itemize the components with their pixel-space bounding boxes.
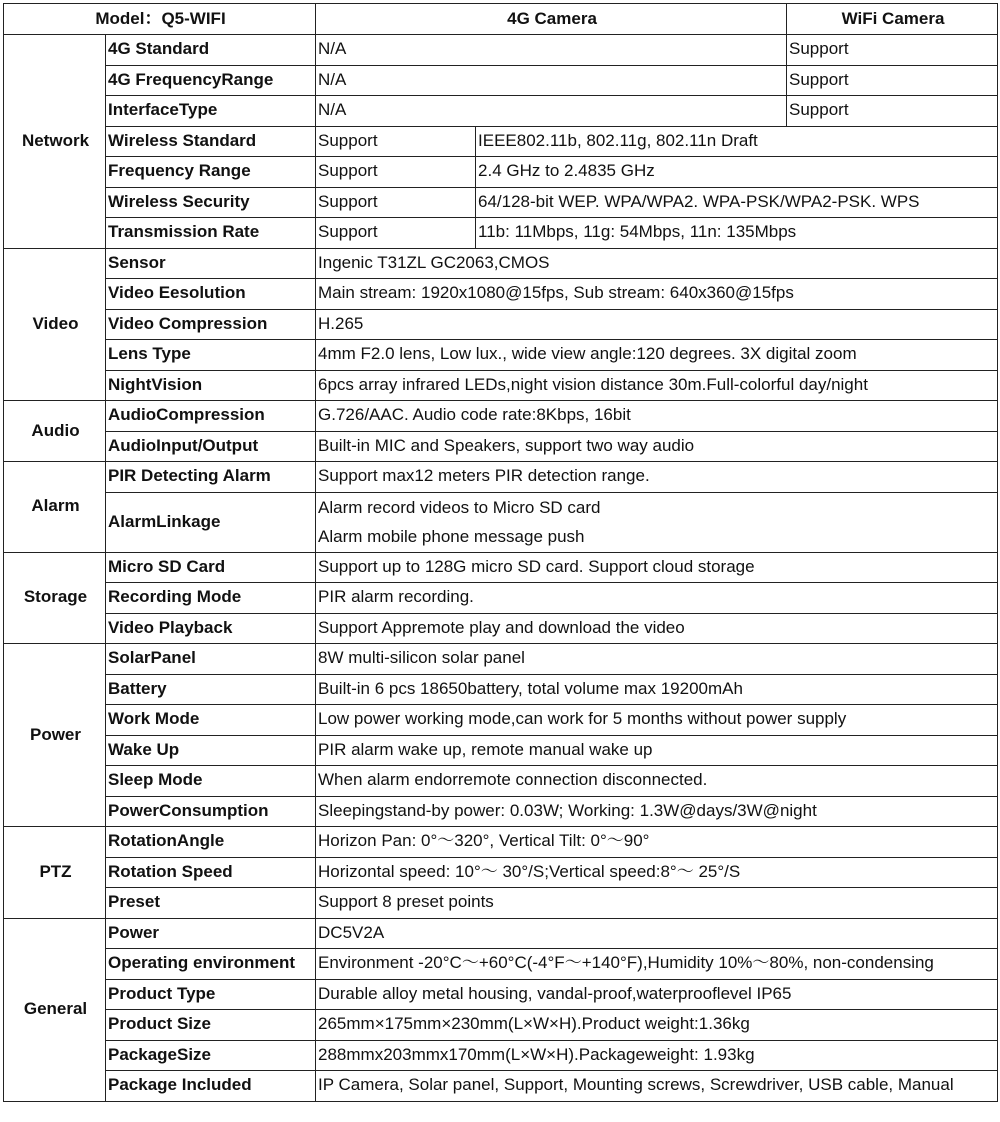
value-4g: N/A xyxy=(316,35,787,66)
value-cell: Main stream: 1920x1080@15fps, Sub stream: 640x360@15fps xyxy=(316,279,998,310)
value-cell: 6pcs array infrared LEDs,night vision distance 30m.Full-colorful day/night xyxy=(316,370,998,401)
value-cell: IP Camera, Solar panel, Support, Mounting screws, Screwdriver, USB cable, Manual xyxy=(316,1071,998,1102)
value-cell: PIR alarm wake up, remote manual wake up xyxy=(316,735,998,766)
table-row xyxy=(4,462,998,493)
category-alarm: Alarm xyxy=(4,462,106,553)
value-cell: G.726/AAC. Audio code rate:8Kbps, 16bit xyxy=(316,401,998,432)
item-label: Sensor xyxy=(106,248,316,279)
alarm-linkage-line: Alarm mobile phone message push xyxy=(318,527,585,546)
value-cell: IEEE802.11b, 802.11g, 802.11n Draft xyxy=(476,126,998,157)
value-wifi: Support xyxy=(787,96,998,127)
item-label: InterfaceType xyxy=(106,96,316,127)
item-label: Power xyxy=(106,918,316,949)
value-cell: DC5V2A xyxy=(316,918,998,949)
table-row xyxy=(4,827,998,858)
item-label: Sleep Mode xyxy=(106,766,316,797)
item-label: Frequency Range xyxy=(106,157,316,188)
item-label: NightVision xyxy=(106,370,316,401)
value-wifi: Support xyxy=(787,65,998,96)
model-cell: Model：Q5-WIFI xyxy=(4,4,316,35)
item-label: Battery xyxy=(106,674,316,705)
value-cell: Ingenic T31ZL GC2063,CMOS xyxy=(316,248,998,279)
category-video: Video xyxy=(4,248,106,401)
table-row xyxy=(4,644,998,675)
item-label: Recording Mode xyxy=(106,583,316,614)
item-label: 4G Standard xyxy=(106,35,316,66)
item-label: Video Playback xyxy=(106,613,316,644)
table-row xyxy=(4,35,998,66)
category-ptz: PTZ xyxy=(4,827,106,919)
value-cell: When alarm endorremote connection disconnected. xyxy=(316,766,998,797)
value-4g: N/A xyxy=(316,96,787,127)
table-row xyxy=(4,857,998,888)
spec-table xyxy=(3,3,998,1102)
table-row xyxy=(4,401,998,432)
item-label: Package Included xyxy=(106,1071,316,1102)
item-label: Rotation Speed xyxy=(106,857,316,888)
item-label: Work Mode xyxy=(106,705,316,736)
category-general: General xyxy=(4,918,106,1101)
table-row xyxy=(4,949,998,980)
category-storage: Storage xyxy=(4,552,106,644)
table-row xyxy=(4,157,998,188)
value-cell: 2.4 GHz to 2.4835 GHz xyxy=(476,157,998,188)
item-label: AlarmLinkage xyxy=(106,492,316,552)
value-cell: 8W multi-silicon solar panel xyxy=(316,644,998,675)
table-row xyxy=(4,96,998,127)
value-4g: N/A xyxy=(316,65,787,96)
item-label: Operating environment xyxy=(106,949,316,980)
value-cell: Environment -20°C～+60°C(-4°F～+140°F),Humidity 10%～80%, non-condensing xyxy=(316,949,998,980)
item-label: Product Size xyxy=(106,1010,316,1041)
table-row xyxy=(4,340,998,371)
item-label: PowerConsumption xyxy=(106,796,316,827)
table-row xyxy=(4,705,998,736)
table-row xyxy=(4,552,998,583)
item-label: Transmission Rate xyxy=(106,218,316,249)
support-cell: Support xyxy=(316,126,476,157)
table-row xyxy=(4,1010,998,1041)
item-label: Preset xyxy=(106,888,316,919)
value-cell: Support max12 meters PIR detection range. xyxy=(316,462,998,493)
category-audio: Audio xyxy=(4,401,106,462)
table-row xyxy=(4,1040,998,1071)
table-row xyxy=(4,1071,998,1102)
table-row xyxy=(4,918,998,949)
item-label: AudioCompression xyxy=(106,401,316,432)
value-cell: Support Appremote play and download the video xyxy=(316,613,998,644)
support-cell: Support xyxy=(316,157,476,188)
value-cell: 11b: 11Mbps, 11g: 54Mbps, 11n: 135Mbps xyxy=(476,218,998,249)
value-cell: Support 8 preset points xyxy=(316,888,998,919)
table-row xyxy=(4,248,998,279)
item-label: Wireless Standard xyxy=(106,126,316,157)
item-label: PackageSize xyxy=(106,1040,316,1071)
table-row xyxy=(4,766,998,797)
col-header-4g: 4G Camera xyxy=(316,4,787,35)
item-label: PIR Detecting Alarm xyxy=(106,462,316,493)
item-label: SolarPanel xyxy=(106,644,316,675)
table-row xyxy=(4,674,998,705)
table-row xyxy=(4,613,998,644)
value-cell: Support up to 128G micro SD card. Support cloud storage xyxy=(316,552,998,583)
item-label: AudioInput/Output xyxy=(106,431,316,462)
alarm-linkage-line: Alarm record videos to Micro SD card xyxy=(318,497,601,517)
item-label: Lens Type xyxy=(106,340,316,371)
value-cell: Built-in MIC and Speakers, support two way audio xyxy=(316,431,998,462)
table-row xyxy=(4,279,998,310)
item-label: Wireless Security xyxy=(106,187,316,218)
item-label: Product Type xyxy=(106,979,316,1010)
value-cell: 288mmx203mmx170mm(L×W×H).Packageweight: 1.93kg xyxy=(316,1040,998,1071)
value-cell: Sleepingstand-by power: 0.03W; Working: 1.3W@days/3W@night xyxy=(316,796,998,827)
item-label: Video Eesolution xyxy=(106,279,316,310)
header-row xyxy=(4,4,998,35)
table-row xyxy=(4,735,998,766)
value-cell: Horizontal speed: 10°～ 30°/S;Vertical speed:8°～ 25°/S xyxy=(316,857,998,888)
item-label: RotationAngle xyxy=(106,827,316,858)
value-cell: H.265 xyxy=(316,309,998,340)
item-label: Micro SD Card xyxy=(106,552,316,583)
item-label: 4G FrequencyRange xyxy=(106,65,316,96)
support-cell: Support xyxy=(316,187,476,218)
table-row xyxy=(4,492,998,552)
table-row xyxy=(4,979,998,1010)
table-row xyxy=(4,187,998,218)
value-cell: Horizon Pan: 0°～320°, Vertical Tilt: 0°～90° xyxy=(316,827,998,858)
category-power: Power xyxy=(4,644,106,827)
table-row xyxy=(4,218,998,249)
value-wifi: Support xyxy=(787,35,998,66)
table-row xyxy=(4,888,998,919)
value-cell: 265mm×175mm×230mm(L×W×H).Product weight:1.36kg xyxy=(316,1010,998,1041)
value-cell: Built-in 6 pcs 18650battery, total volume max 19200mAh xyxy=(316,674,998,705)
support-cell: Support xyxy=(316,218,476,249)
value-cell: 4mm F2.0 lens, Low lux., wide view angle:120 degrees. 3X digital zoom xyxy=(316,340,998,371)
table-row xyxy=(4,796,998,827)
table-row xyxy=(4,126,998,157)
value-cell: 64/128-bit WEP. WPA/WPA2. WPA-PSK/WPA2-PSK. WPS xyxy=(476,187,998,218)
table-row xyxy=(4,431,998,462)
category-network: Network xyxy=(4,35,106,249)
table-row xyxy=(4,370,998,401)
value-cell: Durable alloy metal housing, vandal-proof,waterprooflevel IP65 xyxy=(316,979,998,1010)
table-row xyxy=(4,309,998,340)
value-cell: PIR alarm recording. xyxy=(316,583,998,614)
table-row xyxy=(4,65,998,96)
value-cell xyxy=(316,492,998,552)
item-label: Video Compression xyxy=(106,309,316,340)
value-cell: Low power working mode,can work for 5 months without power supply xyxy=(316,705,998,736)
item-label: Wake Up xyxy=(106,735,316,766)
col-header-wifi: WiFi Camera xyxy=(787,4,998,35)
table-row xyxy=(4,583,998,614)
